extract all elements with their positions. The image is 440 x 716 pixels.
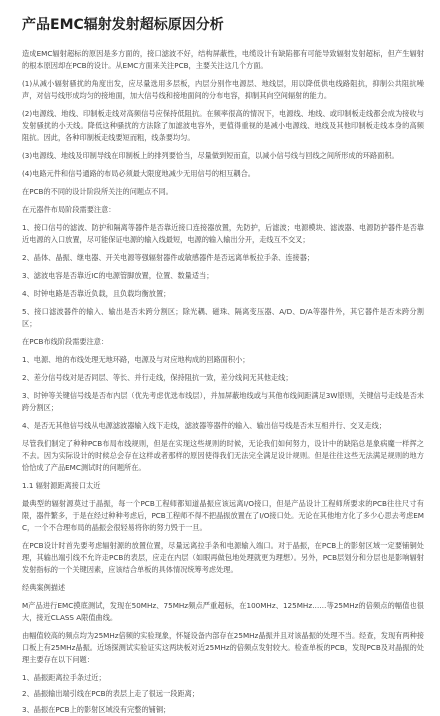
section-heading: 1.1 辐射源距离接口太近 [22,481,101,490]
list-item: 3、滤波电容是否靠近IC的电源管脚放置，位置、数量适当； [22,271,214,280]
list-item: 2、差分信号线对是否同层、等长、并行走线，保持阻抗一致，差分线间无其他走线； [22,373,293,382]
list-item: 2、晶体、晶振、继电器、开关电源等强辐射器件或敏感器件是否远离单板拉手条、连接器； [22,253,315,262]
list-item: 1、接口信号的滤波、防护和隔离等器件是否靠近接口连接器放置，先防护，后滤波；电源模块、滤波器、电源防护器件是否靠近电源的入口放置，尽可能保证电源的输入线最短，电源的输入输出分开，走线互不交叉； [22,223,424,244]
list-item: 3、晶振在PCB上的影射区域没有完整的铺铜； [22,705,171,714]
paragraph: (1)从减小辐射骚扰的角度出发，应尽量选用多层板，内层分别作电源层、地线层，用以降低供电线路阻抗，抑制公共阻抗噪声，对信号线形成均匀的接地面，加大信号线和接地面间的分布电容，抑制其向空间辐射的能力。 [22,79,424,100]
list-item: 4、时钟电路是否靠近负载，且负载均衡放置； [22,289,171,298]
paragraph: (4)电路元件和信号通路的布局必须最大限度地减少无用信号的相互耦合。 [22,169,255,178]
document-body [22,48,424,716]
paragraph: (2)电源线、地线、印制板走线对高频信号应保持低阻抗。在频率很高的情况下，电源线、地线、或印制板走线都会成为接收与发射骚扰的小天线。降低这种骚扰的方法除了加滤波电容外，更值得重视的是减小电源线、地线及其他印制板走线本身的高频阻抗。因此，各种印制板走线要短而粗，线条要均匀。 [22,109,424,142]
paragraph: 在PCB的不同的设计阶段所关注的问题点不同。 [22,187,173,196]
paragraph: M产品进行EMC摸底测试，发现在50MHz、75MHz频点严重超标，在100MHz、125MHz……等25MHz的倍频点的幅值也很大，接近CLASS A限值曲线。 [22,601,424,622]
paragraph: 最典型的辐射源莫过于晶振，每一个PCB工程师都知道晶振应该远离I/O接口，但是产品设计工程师所要求的PCB往往尺寸有限，器件繁多，于是在经过种种考虑后，PCB工程师不得不把晶振放置在了I/O接口处。无论在其他地方化了多少心思去考虑EMC，一个不合理布局的晶振会很轻易将你的努力毁于一旦。 [22,499,424,532]
section-heading: 在元器件布局阶段需要注意： [22,205,116,214]
list-item: 4、是否无其他信号线从电源滤波器输入线下走线，滤波器等器件的输入、输出信号线是否未互相并行、交叉走线； [22,421,386,430]
list-item: 3、时钟等关键信号线是否布内层（优先考虑优选布线层），并加屏蔽地线或与其他布线间距满足3W原则，关键信号走线是否未跨分割区； [22,391,424,412]
section-heading: 在PCB布线阶段需要注意： [22,337,109,346]
list-item: 5、接口滤波器件的输入、输出是否未跨分割区；除光耦、磁珠、隔离变压器、A/D、D/A等器件外，其它器件是否未跨分割区； [22,307,424,328]
paragraph: (3)电源线、地线及印制导线在印制板上的排列要恰当，尽量做到短而直，以减小信号线与回线之间所形成的环路面积。 [22,151,399,160]
paragraph: 造成EMC辐射超标的原因是多方面的，接口滤波不好，结构屏蔽性，电缆设计有缺陷都有可能导致辐射发射超标，但产生辐射的根本原因却在PCB的设计。从EMC方面来关注PCB，主要关注这几个方面。 [22,49,424,70]
paragraph: 尽管我们制定了种种PCB布局布线规则，但是在实现这些规则的时候，无论我们如何努力，设计中的缺陷总是象病魔一样挥之不去。因为实际设计的时候总会存在这样或者那样的原因使得我们无法完全满足设计规则。但是往往这些无法满足规则的地方恰恰成了产品EMC测试时的问题所在。 [22,439,424,472]
paragraph: 在PCB设计时首先要考虑辐射源的放置位置，尽量远离拉手条和电源输入端口。对于晶振，在PCB上的影射区域一定要铺铜处理，其输出端引线不允许走PCB的表层，应走在内层（如眼再做包地处理就更为理想）。另外，PCB层划分和分层也是影响辐射发射指标的一个关键因素，应该结合单板的具体情况统筹考虑处理。 [22,541,424,574]
paragraph: 由幅值较高的频点均为25MHz倍频的实验现象，怀疑设备内部存在25MHz晶振并且对该晶振的处理不当。经查，发现有两种接口板上有25MHz晶振。近场探测试实验证实这两块板对近25MHz的倍频点发射较大。检查单板的PCB，发现PCB及对晶振的处理主要存在以下问题： [22,631,424,664]
list-item: 1、晶振距离拉手条过近； [22,673,106,682]
list-item: 2、晶振输出端引线在PCB的表层上走了很远一段距离； [22,689,199,698]
page-title: 产品EMC辐射发射超标原因分析 [22,17,224,33]
list-item: 1、电源、地的布线处理无地环路，电源及与对应地构成的回路面积小； [22,355,250,364]
section-heading: 经典案例描述 [22,583,66,592]
